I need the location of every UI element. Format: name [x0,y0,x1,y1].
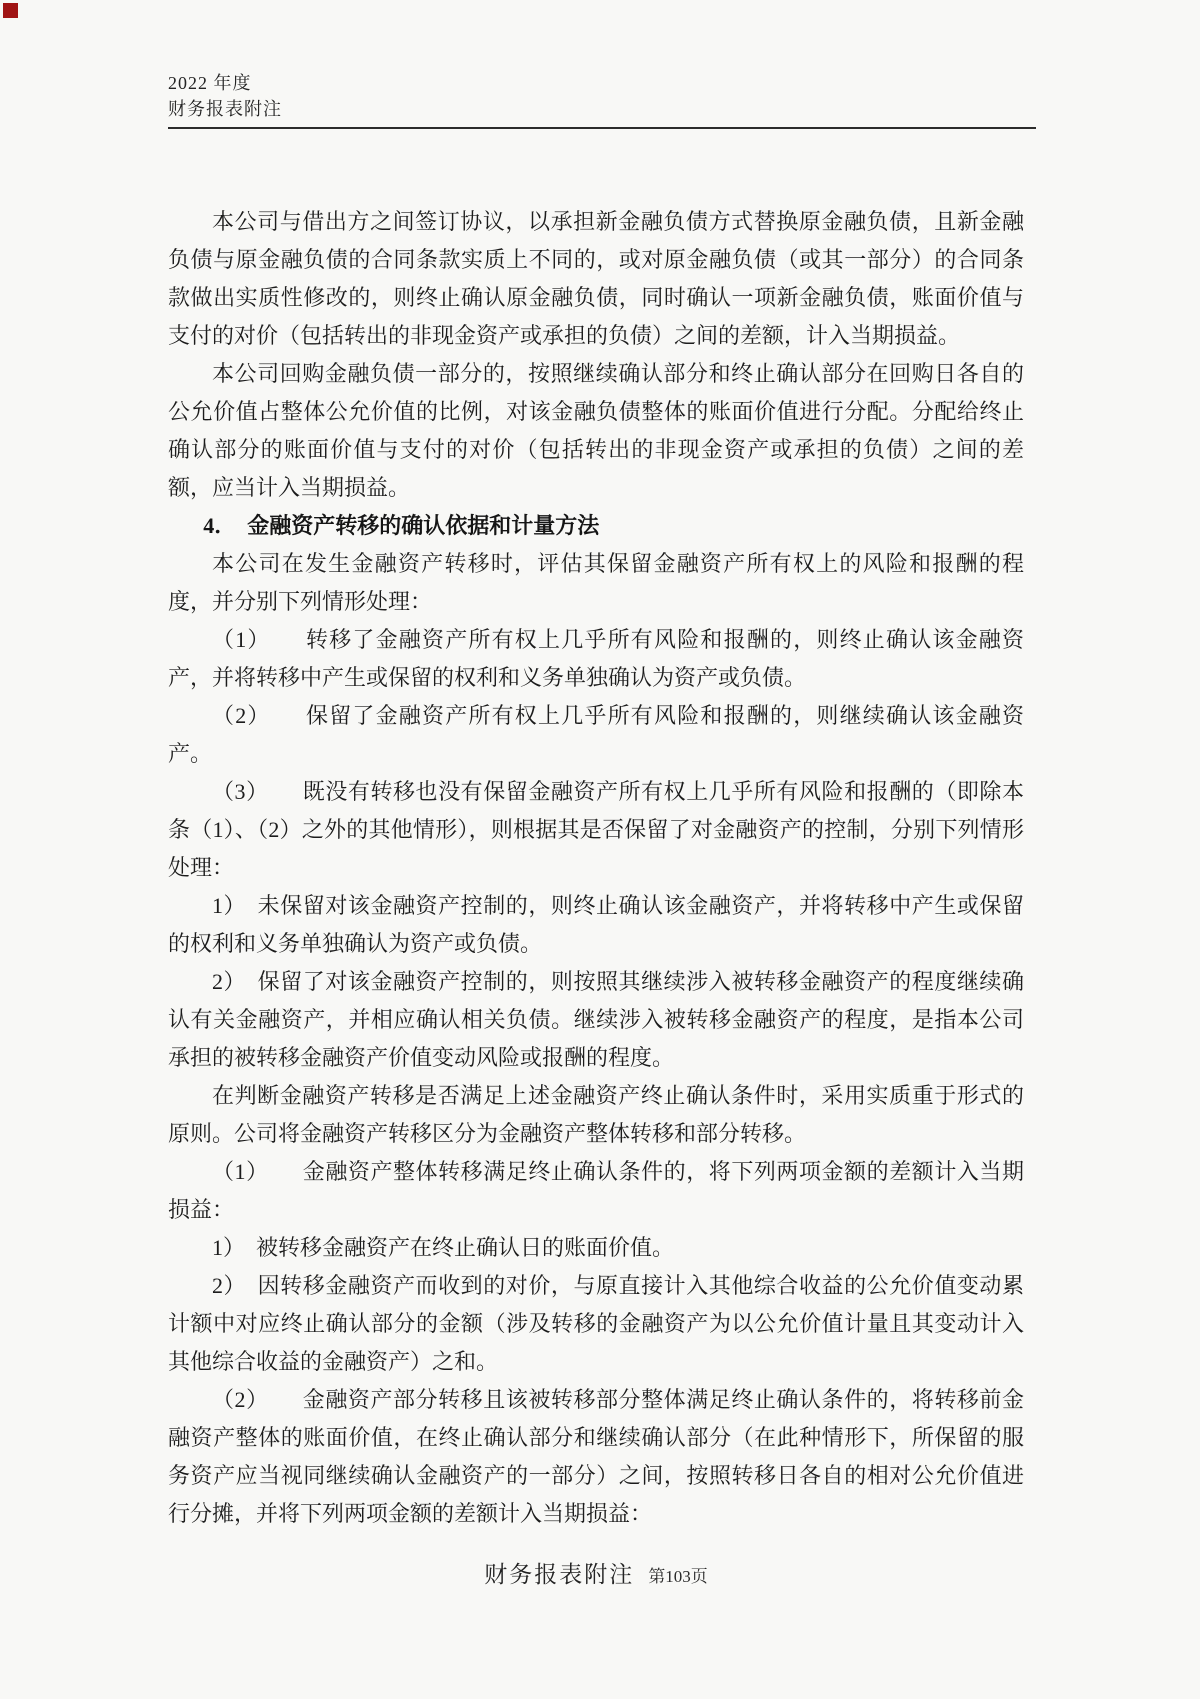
list-item: 1） 被转移金融资产在终止确认日的账面价值。 [212,1235,675,1260]
list-item: （3） 既没有转移也没有保留金融资产所有权上几乎所有风险和报酬的（即除本条（1）、（2）之外的其他情形），则根据其是否保留了对金融资产的控制，分别下列情形处理： [168,779,1024,880]
list-item: 2） 保留了对该金融资产控制的，则按照其继续涉入被转移金融资产的程度继续确认有关金融资产，并相应确认相关负债。继续涉入被转移金融资产的程度，是指本公司承担的被转移金融资产价值变动风险或报酬的程度。 [168,969,1024,1070]
list-item: （1） 转移了金融资产所有权上几乎所有风险和报酬的，则终止确认该金融资产，并将转移中产生或保留的权利和义务单独确认为资产或负债。 [168,627,1024,690]
footer-page-number: 第103页 [648,1567,708,1586]
paragraph: 本公司在发生金融资产转移时，评估其保留金融资产所有权上的风险和报酬的程度，并分别下列情形处理： [168,551,1024,614]
paragraph: 本公司回购金融负债一部分的，按照继续确认部分和终止确认部分在回购日各自的公允价值占整体公允价值的比例，对该金融负债整体的账面价值进行分配。分配给终止确认部分的账面价值与支付的对价（包括转出的非现金资产或承担的负债）之间的差额，应当计入当期损益。 [168,361,1024,500]
list-item: 1） 未保留对该金融资产控制的，则终止确认该金融资产，并将转移中产生或保留的权利和义务单独确认为资产或负债。 [168,893,1024,956]
paragraph: 本公司与借出方之间签订协议，以承担新金融负债方式替换原金融负债，且新金融负债与原金融负债的合同条款实质上不同的，或对原金融负债（或其一部分）的合同条款做出实质性修改的，则终止确认原金融负债，同时确认一项新金融负债，账面价值与支付的对价（包括转出的非现金资产或承担的负债）之间的差额，计入当期损益。 [168,209,1024,348]
list-item: （2） 保留了金融资产所有权上几乎所有风险和报酬的，则继续确认该金融资产。 [168,703,1024,766]
section-heading: 4． 金融资产转移的确认依据和计量方法 [203,513,600,538]
document-header [168,70,1028,129]
footer-title: 财务报表附注 [484,1562,635,1587]
page-footer [168,1556,1024,1589]
header-divider [168,127,1036,129]
document-content [168,70,1028,1533]
list-item: （1） 金融资产整体转移满足终止确认条件的，将下列两项金额的差额计入当期损益： [168,1159,1024,1222]
document-body [168,203,1024,1533]
header-year: 2022 年度 [168,73,252,93]
list-item: 2） 因转移金融资产而收到的对价，与原直接计入其他综合收益的公允价值变动累计额中对应终止确认部分的金额（涉及转移的金融资产为以公允价值计量且其变动计入其他综合收益的金融资产）之和。 [168,1273,1024,1374]
paragraph: 在判断金融资产转移是否满足上述金融资产终止确认条件时，采用实质重于形式的原则。公司将金融资产转移区分为金融资产整体转移和部分转移。 [168,1083,1024,1146]
scan-artifact-mark [3,3,18,18]
header-title: 财务报表附注 [168,99,282,119]
list-item: （2） 金融资产部分转移且该被转移部分整体满足终止确认条件的，将转移前金融资产整体的账面价值，在终止确认部分和继续确认部分（在此种情形下，所保留的服务资产应当视同继续确认金融资产的一部分）之间，按照转移日各自的相对公允价值进行分摊，并将下列两项金额的差额计入当期损益： [168,1387,1024,1526]
